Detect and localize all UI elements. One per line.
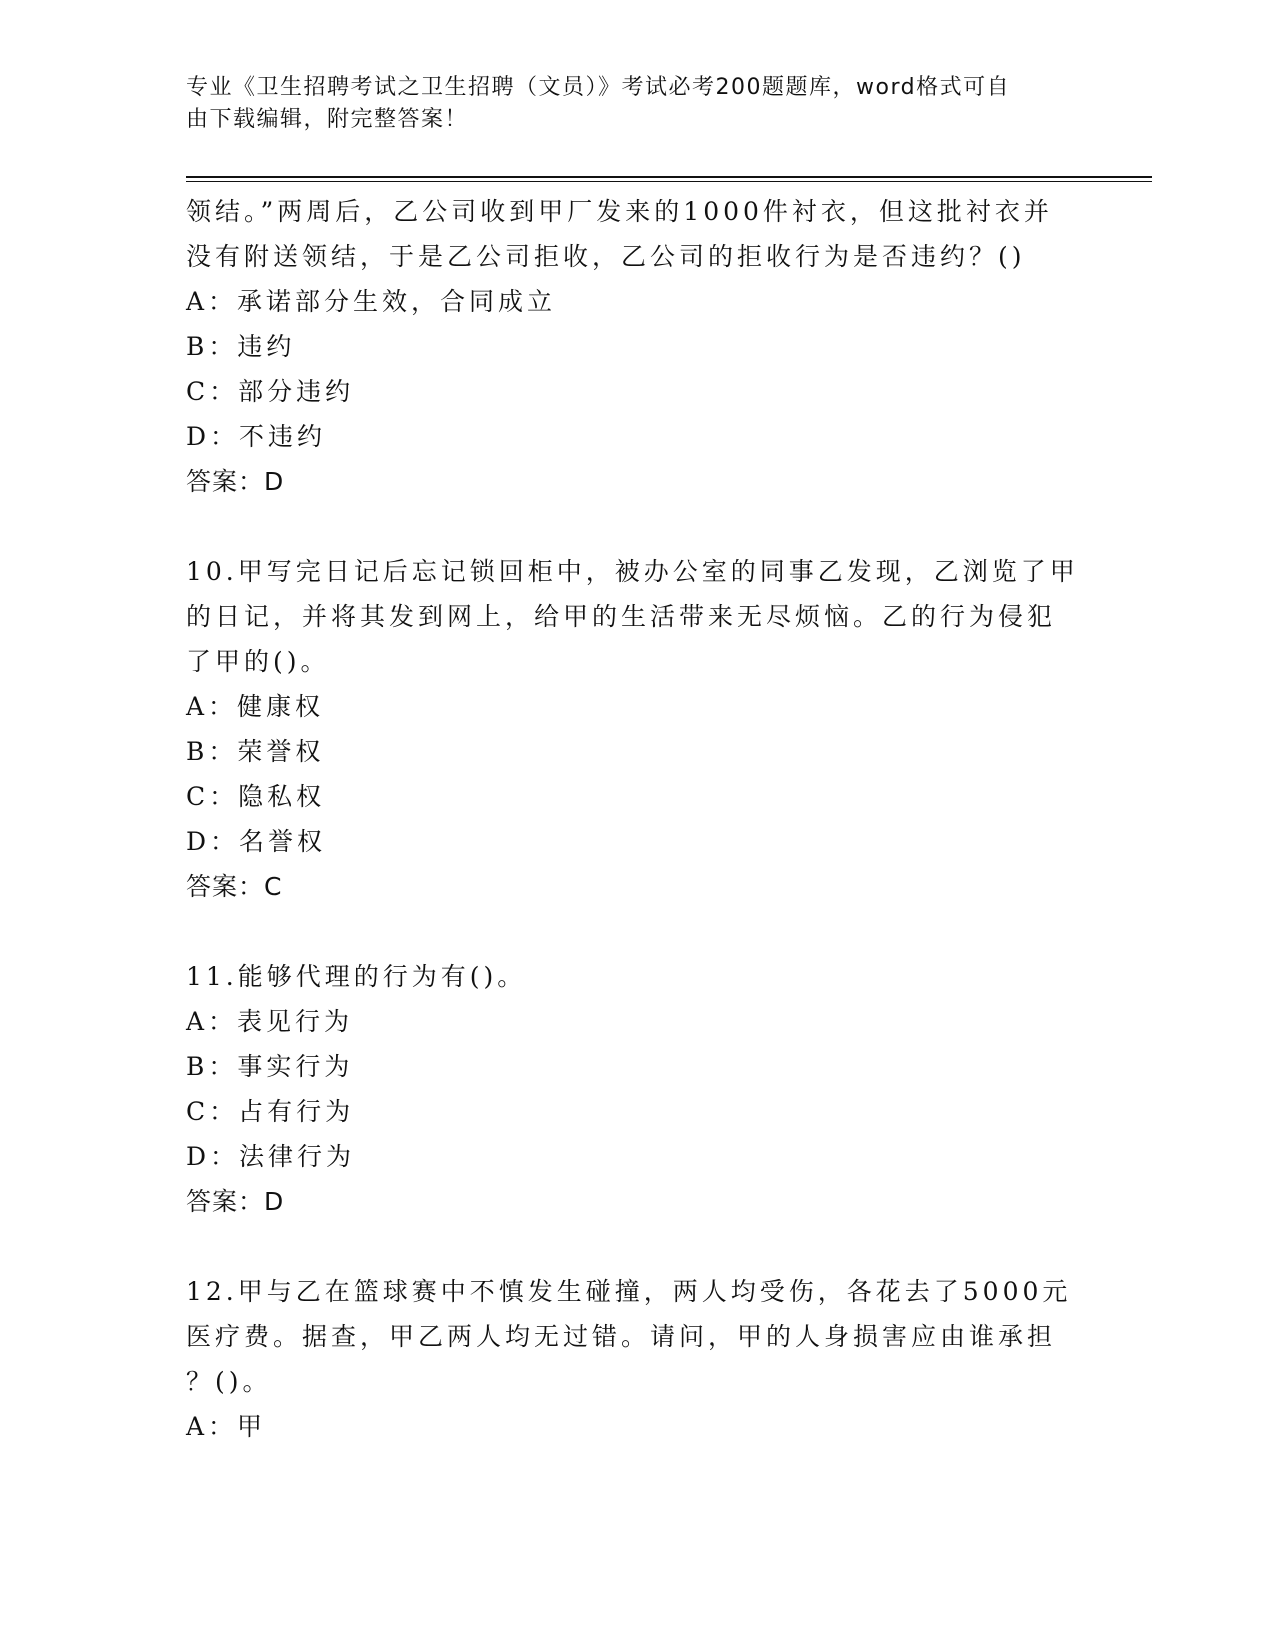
question-continued — [186, 189, 1066, 504]
option-a: A：承诺部分生效，合同成立 — [186, 287, 557, 316]
document-body — [186, 189, 1079, 1449]
question-10 — [186, 549, 1079, 909]
question-text-line: 11.能够代理的行为有()。 — [186, 962, 527, 991]
option-d: D：法律行为 — [186, 1142, 356, 1171]
option-b: B：荣誉权 — [186, 737, 325, 766]
answer-line: 答案：C — [186, 872, 283, 901]
question-text-line: 医疗费。据查，甲乙两人均无过错。请问，甲的人身损害应由谁承担 — [186, 1322, 1057, 1351]
option-c: C：占有行为 — [186, 1097, 355, 1126]
option-a: A：甲 — [186, 1412, 267, 1441]
question-spacer — [186, 1224, 1066, 1269]
header-divider-thin — [186, 181, 1152, 182]
question-text-line: 12.甲与乙在篮球赛中不慎发生碰撞，两人均受伤，各花去了5000元 — [186, 1277, 1072, 1306]
question-12 — [186, 1269, 1072, 1449]
question-text-line: ？()。 — [186, 1367, 272, 1396]
document-header — [186, 72, 1066, 136]
option-b: B：违约 — [186, 332, 296, 361]
option-a: A：表见行为 — [186, 1007, 354, 1036]
answer-line: 答案：D — [186, 467, 285, 496]
question-text-line: 没有附送领结，于是乙公司拒收，乙公司的拒收行为是否违约？() — [186, 242, 1026, 271]
question-text-line: 领结。”两周后，乙公司收到甲厂发来的1000件衬衣，但这批衬衣并 — [186, 197, 1053, 226]
question-spacer — [186, 909, 1066, 954]
question-11 — [186, 954, 1066, 1224]
question-text-line: 了甲的()。 — [186, 647, 330, 676]
option-d: D：不违约 — [186, 422, 327, 451]
question-text-line: 10.甲写完日记后忘记锁回柜中，被办公室的同事乙发现，乙浏览了甲 — [186, 557, 1079, 586]
option-b: B：事实行为 — [186, 1052, 354, 1081]
option-c: C：部分违约 — [186, 377, 355, 406]
option-d: D：名誉权 — [186, 827, 327, 856]
header-line-2: 由下载编辑，附完整答案！ — [186, 107, 469, 132]
header-divider-thick — [186, 176, 1152, 178]
question-spacer — [186, 504, 1066, 549]
option-a: A：健康权 — [186, 692, 325, 721]
header-line-1: 专业《卫生招聘考试之卫生招聘（文员）》考试必考200题题库，word格式可自 — [186, 75, 1011, 100]
answer-line: 答案：D — [186, 1187, 285, 1216]
question-text-line: 的日记，并将其发到网上，给甲的生活带来无尽烦恼。乙的行为侵犯 — [186, 602, 1057, 631]
option-c: C：隐私权 — [186, 782, 326, 811]
